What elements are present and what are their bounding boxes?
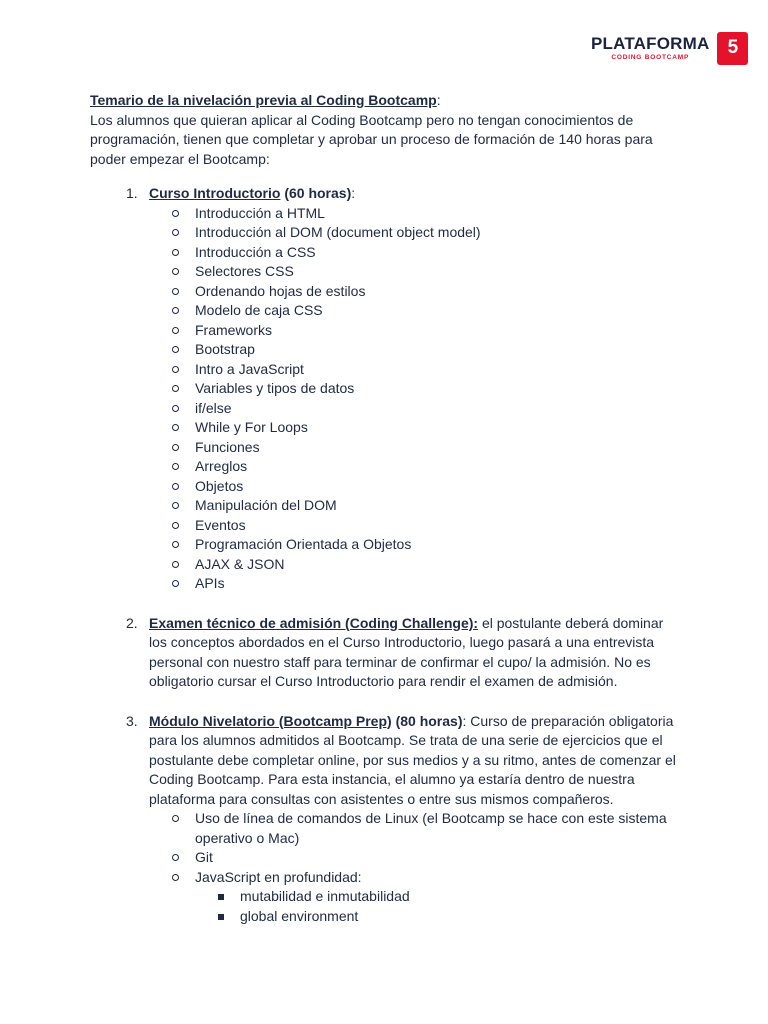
prep-hours: (80 horas) xyxy=(391,712,463,729)
list-number: 2. xyxy=(126,614,138,631)
list-item: Arreglos xyxy=(149,457,680,477)
list-number: 3. xyxy=(126,712,138,729)
list-item: global environment xyxy=(195,907,680,927)
prep-text: : Curso de preparación obligatoria para los alumnos admitidos al Bootcamp. Se trata de una serie de ejercicios que el postulante debe completar online, por sus medios y a su ritmo, antes de comenzar el Coding Bootcamp. Para esta instancia, el alumno ya estaría dentro de nuestra plataforma para consultas con asistentes o entre sus mismos compañeros. xyxy=(149,712,676,807)
list-item: Frameworks xyxy=(149,321,680,341)
prep-title: Módulo Nivelatorio (Bootcamp Prep) xyxy=(149,712,392,729)
list-item: APIs xyxy=(149,574,680,594)
list-item-exam xyxy=(90,614,680,692)
list-item: While y For Loops xyxy=(149,418,680,438)
list-item: Bootstrap xyxy=(149,340,680,360)
exam-title: Examen técnico de admisión (Coding Challenge): xyxy=(149,614,479,631)
js-subtopics xyxy=(195,887,680,926)
list-item: Eventos xyxy=(149,516,680,536)
list-item: Selectores CSS xyxy=(149,262,680,282)
exam-paragraph xyxy=(149,614,680,692)
title-suffix: : xyxy=(436,92,441,108)
exam-text: el postulante deberá dominar los conceptos abordados en el Curso Introductorio, luego pasará a una entrevista personal con nuestro staff para terminar de confirmar el cupo/ la admisión. No es obligatorio cursar el Curso Introductorio para rendir el examen de admisión. xyxy=(149,614,664,689)
course-hours: (60 horas) xyxy=(280,185,352,201)
prep-paragraph xyxy=(149,712,680,810)
document-title: Temario de la nivelación previa al Coding Bootcamp xyxy=(90,92,437,108)
logo-name: PLATAFORMA xyxy=(591,33,710,53)
list-item: Introducción a HTML xyxy=(149,204,680,224)
course-heading xyxy=(149,184,680,204)
list-item: Introducción al DOM (document object model) xyxy=(149,223,680,243)
list-item: Programación Orientada a Objetos xyxy=(149,535,680,555)
list-item: Ordenando hojas de estilos xyxy=(149,282,680,302)
list-item: AJAX & JSON xyxy=(149,555,680,575)
list-item: Variables y tipos de datos xyxy=(149,379,680,399)
course-topics xyxy=(149,204,680,594)
list-item: Introducción a CSS xyxy=(149,243,680,263)
list-item-js xyxy=(149,868,680,927)
intro-paragraph: Los alumnos que quieran aplicar al Coding Bootcamp pero no tengan conocimientos de programación, tienen que completar y aprobar un proceso de formación de 140 horas para poder empezar el Bootcamp: xyxy=(90,111,653,167)
heading-line xyxy=(90,91,680,111)
document-body xyxy=(90,91,680,926)
list-number: 1. xyxy=(126,185,138,201)
course-suffix: : xyxy=(351,185,356,201)
list-item: Objetos xyxy=(149,477,680,497)
list-item: Modelo de caja CSS xyxy=(149,301,680,321)
logo-tagline: CODING BOOTCAMP xyxy=(611,53,690,61)
list-item: if/else xyxy=(149,399,680,419)
plataforma5-logo xyxy=(591,31,748,65)
logo-badge: 5 xyxy=(717,32,748,65)
prep-topics xyxy=(149,809,680,926)
list-item: mutabilidad e inmutabilidad xyxy=(195,887,680,907)
list-item-prep xyxy=(90,712,680,927)
list-item-course xyxy=(90,184,680,594)
course-title: Curso Introductorio xyxy=(149,185,281,201)
js-topic-label: JavaScript en profundidad: xyxy=(195,868,362,885)
list-item: Manipulación del DOM xyxy=(149,496,680,516)
list-item: Funciones xyxy=(149,438,680,458)
logo-text xyxy=(591,35,709,62)
list-item: Uso de línea de comandos de Linux (el Bootcamp se hace con este sistema operativo o Mac) xyxy=(149,809,680,848)
list-item: Intro a JavaScript xyxy=(149,360,680,380)
list-item: Git xyxy=(149,848,680,868)
